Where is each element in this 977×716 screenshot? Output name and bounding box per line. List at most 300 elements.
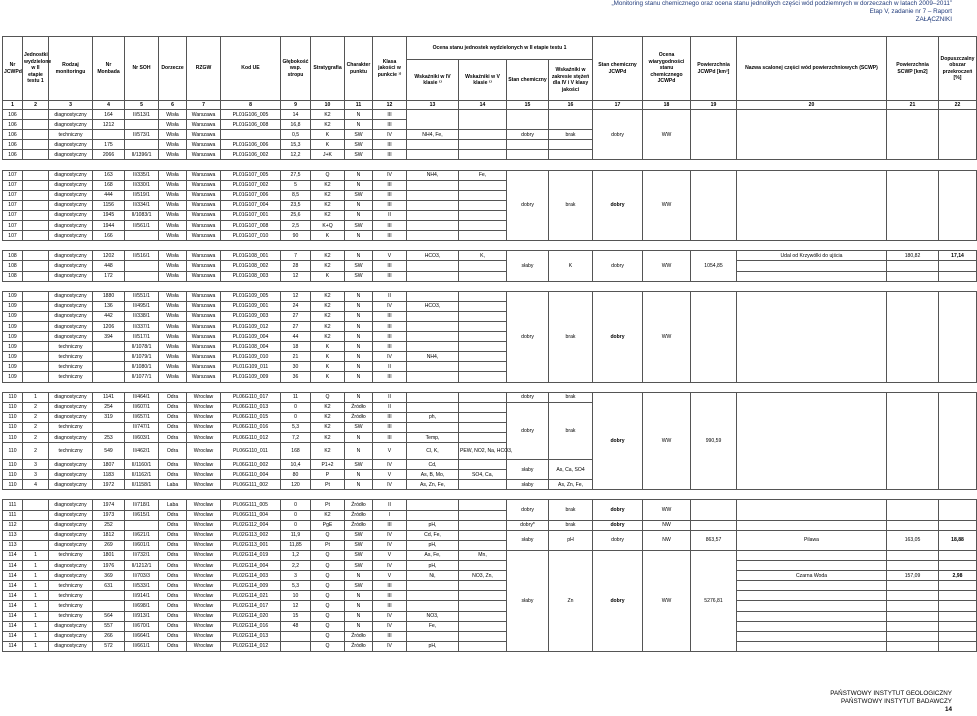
group-separator (3, 382, 977, 392)
cell-klasa: IV (373, 530, 407, 540)
cell-glebokosc: 12,2 (281, 150, 311, 160)
table-cell (407, 210, 459, 220)
table-cell (737, 631, 887, 641)
table-cell (737, 261, 887, 271)
cell-kod-ue: PL06G110_012 (221, 433, 281, 443)
cell-dorzecze: Odra (159, 641, 187, 651)
cell-nazwa-scwp: Czarna Woda (737, 571, 887, 581)
cell-stratygrafia: K (311, 362, 345, 372)
cell-monbada (93, 422, 125, 432)
cell-jednostka: 1 (23, 601, 49, 611)
cell-rodzaj: diagnostyczny (49, 402, 93, 412)
cell-wiarygodnosc: WW (643, 291, 691, 382)
column-number-row: 1 2 3 4 5 6 7 8 9 10 11 12 13 14 15 16 17 18 19 20 21 22 (3, 101, 977, 110)
table-cell (459, 180, 507, 190)
cell-charakter: N (345, 591, 373, 601)
cell-jednostka: 3 (23, 460, 49, 470)
cell-stratygrafia: Q (311, 601, 345, 611)
cell-soh (125, 231, 159, 241)
separator-cell (3, 281, 977, 291)
cell-soh: II/1212/1 (125, 561, 159, 571)
cell-dorzecze: Wisła (159, 190, 187, 200)
cell-rodzaj: diagnostyczny (49, 321, 93, 331)
cell-rodzaj: diagnostyczny (49, 150, 93, 160)
cell-stratygrafia: K2 (311, 311, 345, 321)
cell-stratygrafia: Q (311, 561, 345, 571)
cell-glebokosc: 5,3 (281, 422, 311, 432)
cell-charakter: N (345, 470, 373, 480)
cell-charakter: N (345, 601, 373, 611)
cell-rzgw: Wrocław (187, 412, 221, 422)
cell-dorzecze: Wisła (159, 321, 187, 331)
table-cell (737, 520, 887, 530)
cell-klasa: IV (373, 480, 407, 490)
cell-dorzecze: Odra (159, 530, 187, 540)
cell-kod-ue: PL01G109_012 (221, 321, 281, 331)
cell-kod-ue: PL01G109_001 (221, 301, 281, 311)
col-stan: Stan chemiczny (507, 60, 549, 101)
cell-glebokosc: 48 (281, 621, 311, 631)
cell-stan: dobry (507, 130, 549, 140)
cell-klasa: IV (373, 460, 407, 470)
cell-wiarygodnosc: WW (643, 550, 691, 651)
cell-stratygrafia: K2 (311, 510, 345, 520)
cell-wiarygodnosc: WW (643, 251, 691, 281)
table-cell (737, 641, 887, 651)
cell-klasa: I (373, 510, 407, 520)
cell-nr-jcwpd: 108 (3, 251, 23, 261)
cell-wsk-zakres: brak (549, 170, 593, 241)
cell-glebokosc: 25,6 (281, 210, 311, 220)
cell-dorzecze: Wisła (159, 251, 187, 261)
cell-wsk-iv: Cd, Fe, (407, 530, 459, 540)
cell-wsk-iv (407, 591, 459, 601)
cell-dorzecze: Wisła (159, 140, 187, 150)
cell-monbada (93, 372, 125, 382)
cell-klasa: III (373, 601, 407, 611)
cell-rodzaj: techniczny (49, 342, 93, 352)
cell-kod-ue: PL06G110_017 (221, 392, 281, 402)
cell-wsk-iv: Cl, K, (407, 443, 459, 460)
table-row (3, 621, 977, 631)
cell-jednostka (23, 342, 49, 352)
cell-glebokosc (281, 641, 311, 651)
table-cell (459, 301, 507, 311)
cell-soh (125, 520, 159, 530)
table-cell (691, 110, 737, 160)
cell-charakter: Źródło (345, 520, 373, 530)
cell-wsk-zakres: brak (549, 402, 593, 459)
cell-charakter: N (345, 352, 373, 362)
cell-monbada: 172 (93, 271, 125, 281)
cell-soh: II/464/1 (125, 392, 159, 402)
cell-klasa: III (373, 412, 407, 422)
cell-jednostka: 1 (23, 591, 49, 601)
cell-wsk-iv: As, Zn, Fe, (407, 480, 459, 490)
cell-nr-jcwpd: 114 (3, 611, 23, 621)
table-cell (459, 321, 507, 331)
cell-nr-jcwpd: 106 (3, 120, 23, 130)
cell-wiarygodnosc: WW (643, 110, 691, 160)
cell-kod-ue: PL01G108_003 (221, 271, 281, 281)
cell-kod-ue: PL01G106_006 (221, 140, 281, 150)
cell-rzgw: Warszawa (187, 301, 221, 311)
table-cell (507, 150, 549, 160)
cell-klasa: III (373, 190, 407, 200)
cell-stratygrafia: Q (311, 170, 345, 180)
cell-nazwa-scwp: Pilawa (737, 530, 887, 550)
cell-kod-ue: PL01G106_002 (221, 150, 281, 160)
cell-wsk-zakres: brak (549, 130, 593, 140)
cell-rzgw: Wrocław (187, 641, 221, 651)
cell-wsk-zakres: pH (549, 530, 593, 550)
cell-klasa: III (373, 520, 407, 530)
cell-klasa: V (373, 470, 407, 480)
table-row (3, 520, 977, 530)
col-dopuszczalny: Dopuszczalny obszar przekroczeń [%] (939, 37, 977, 101)
cell-stan: dobry (507, 402, 549, 459)
cell-wsk-iv: Fe, (407, 621, 459, 631)
cell-dorzecze: Odra (159, 540, 187, 550)
cell-monbada: 394 (93, 332, 125, 342)
data-table (2, 36, 977, 652)
table-cell (887, 631, 939, 641)
cell-stratygrafia: Pt (311, 500, 345, 510)
table-cell (407, 510, 459, 520)
cell-monbada: 166 (93, 231, 125, 241)
cell-rodzaj: diagnostyczny (49, 291, 93, 301)
col-klasa: Klasa jakości w punkcie ¹⁾ (373, 37, 407, 101)
cell-rodzaj: diagnostyczny (49, 110, 93, 120)
cell-monbada: 1141 (93, 392, 125, 402)
cell-soh (125, 120, 159, 130)
cell-monbada: 1976 (93, 561, 125, 571)
cell-glebokosc: 80 (281, 470, 311, 480)
separator-cell (3, 490, 977, 500)
table-cell (737, 291, 887, 382)
cell-rodzaj: diagnostyczny (49, 621, 93, 631)
table-cell (407, 231, 459, 241)
cell-glebokosc: 14 (281, 110, 311, 120)
cell-nr-jcwpd: 109 (3, 291, 23, 301)
cell-stratygrafia: K+Q (311, 221, 345, 231)
table-row (3, 170, 977, 180)
col-wsk-zakres: Wskaźniki w zakresie stężeń dla IV i V klasy jakości (549, 60, 593, 101)
cell-wsk-v (459, 601, 507, 611)
table-row (3, 291, 977, 301)
table-row (3, 641, 977, 651)
cell-nr-jcwpd: 114 (3, 571, 23, 581)
table-cell (737, 110, 887, 160)
cell-glebokosc: 5,3 (281, 581, 311, 591)
table-row (3, 581, 977, 591)
cell-kod-ue: PL01G107_005 (221, 170, 281, 180)
cell-kod-ue: PL01G107_002 (221, 180, 281, 190)
cell-nazwa-scwp: Udal od Krzywólki do ujścia (737, 251, 887, 261)
cell-soh (125, 261, 159, 271)
cell-soh: II/519/1 (125, 190, 159, 200)
table-cell (407, 261, 459, 271)
cell-jednostka (23, 130, 49, 140)
cell-stratygrafia: J+K (311, 150, 345, 160)
cell-glebokosc: 1,2 (281, 550, 311, 560)
cell-soh: II/513/1 (125, 110, 159, 120)
cell-wsk-iv (407, 581, 459, 591)
cell-stratygrafia: K2 (311, 332, 345, 342)
cell-rzgw: Warszawa (187, 140, 221, 150)
table-cell (459, 362, 507, 372)
cell-rodzaj: techniczny (49, 130, 93, 140)
report-footer (830, 690, 952, 714)
cell-glebokosc: 27,5 (281, 170, 311, 180)
table-cell (459, 261, 507, 271)
cell-glebokosc: 0 (281, 500, 311, 510)
table-cell (939, 170, 977, 241)
cell-stratygrafia: Q (311, 641, 345, 651)
cell-pow-jcwpd: 990,59 (691, 392, 737, 490)
cell-nr-jcwpd: 114 (3, 641, 23, 651)
col-kod-ue: Kod UE (221, 37, 281, 101)
cell-dorzecze: Wisła (159, 110, 187, 120)
cell-jednostka (23, 170, 49, 180)
cell-glebokosc: 0 (281, 520, 311, 530)
cell-rzgw: Warszawa (187, 170, 221, 180)
header-stage: Etap V, zadanie nr 7 – Raport (869, 8, 952, 15)
cell-stratygrafia: K2 (311, 190, 345, 200)
cell-jednostka (23, 190, 49, 200)
cell-kod-ue: PL02G113_002 (221, 530, 281, 540)
cell-nr-jcwpd: 111 (3, 500, 23, 510)
cell-klasa: II (373, 402, 407, 412)
cell-stratygrafia: P (311, 470, 345, 480)
cell-nr-jcwpd: 114 (3, 550, 23, 560)
cell-wsk-v (459, 611, 507, 621)
cell-rzgw: Wrocław (187, 422, 221, 432)
cell-rzgw: Warszawa (187, 291, 221, 301)
cell-nr-jcwpd: 114 (3, 631, 23, 641)
cell-monbada: 1202 (93, 251, 125, 261)
cell-jednostka: 1 (23, 631, 49, 641)
cell-nr-jcwpd: 110 (3, 402, 23, 412)
cell-dorzecze: Odra (159, 460, 187, 470)
cell-dorzecze: Odra (159, 422, 187, 432)
cell-rodzaj: diagnostyczny (49, 571, 93, 581)
cell-charakter: N (345, 332, 373, 342)
cell-glebokosc: 27 (281, 311, 311, 321)
cell-kod-ue: PL01G106_005 (221, 110, 281, 120)
cell-jednostka (23, 261, 49, 271)
cell-kod-ue: PL01G107_006 (221, 190, 281, 200)
cell-wsk-iv (407, 392, 459, 402)
cell-kod-ue: PL06G111_005 (221, 500, 281, 510)
cell-jednostka (23, 352, 49, 362)
table-cell (549, 110, 593, 130)
cell-glebokosc: 8,5 (281, 190, 311, 200)
cell-klasa: III (373, 120, 407, 130)
cell-jednostka (23, 251, 49, 261)
cell-jednostka (23, 221, 49, 231)
cell-stratygrafia: K2 (311, 443, 345, 460)
cell-monbada: 1212 (93, 120, 125, 130)
cell-stratygrafia: Q (311, 591, 345, 601)
cell-soh: II/337/1 (125, 321, 159, 331)
cell-glebokosc: 2,5 (281, 221, 311, 231)
cell-soh: II/338/1 (125, 311, 159, 321)
cell-rzgw: Warszawa (187, 372, 221, 382)
cell-stratygrafia: K (311, 352, 345, 362)
cell-stan-jcwpd: dobry (593, 500, 643, 520)
cell-glebokosc: 90 (281, 231, 311, 241)
cell-pow-jcwpd: 5276,81 (691, 550, 737, 651)
cell-soh: II/914/1 (125, 591, 159, 601)
table-cell (737, 611, 887, 621)
table-cell (939, 581, 977, 591)
cell-wsk-iv: ph, (407, 412, 459, 422)
cell-charakter: SW (345, 422, 373, 432)
cell-jednostka (23, 271, 49, 281)
cell-rodzaj: techniczny (49, 611, 93, 621)
cell-rodzaj: diagnostyczny (49, 470, 93, 480)
cell-nr-jcwpd: 113 (3, 530, 23, 540)
separator-cell (3, 160, 977, 170)
cell-charakter: SW (345, 271, 373, 281)
header-title: „Monitoring stanu chemicznego oraz ocena stanu jednolitych części wód podziemnych w dorzeczach w latach 2009–2011” (611, 0, 952, 7)
cell-soh: II/1080/1 (125, 362, 159, 372)
cell-soh: II/615/1 (125, 510, 159, 520)
table-cell (459, 540, 507, 550)
cell-soh: II/698/1 (125, 601, 159, 611)
cell-glebokosc: 11,85 (281, 540, 311, 550)
cell-jednostka (23, 120, 49, 130)
cell-dorzecze: Odra (159, 601, 187, 611)
cell-wsk-v (459, 480, 507, 490)
table-cell (887, 110, 939, 160)
cell-klasa: V (373, 550, 407, 560)
cell-soh: II/1158/1 (125, 480, 159, 490)
cell-wsk-iv (407, 332, 459, 342)
cell-wsk-v (459, 581, 507, 591)
cell-wsk-iv: Cd, (407, 460, 459, 470)
cell-monbada: 557 (93, 621, 125, 631)
table-cell (459, 510, 507, 520)
cell-rodzaj: diagnostyczny (49, 530, 93, 540)
cell-klasa: IV (373, 621, 407, 631)
col-wsk-v: Wskaźniki w V klasie ¹⁾ (459, 60, 507, 101)
cell-kod-ue: PL01G108_001 (221, 251, 281, 261)
cell-wsk-iv (407, 362, 459, 372)
cell-rzgw: Wrocław (187, 540, 221, 550)
cell-rodzaj: diagnostyczny (49, 641, 93, 651)
cell-soh: II/1083/1 (125, 210, 159, 220)
table-cell (737, 392, 887, 490)
group-separator (3, 241, 977, 251)
cell-klasa: II (373, 362, 407, 372)
cell-klasa: III (373, 180, 407, 190)
cell-stan: dobry* (507, 520, 549, 530)
cell-dorzecze: Wisła (159, 301, 187, 311)
cell-dorzecze: Wisła (159, 120, 187, 130)
cell-dorzecze: Odra (159, 392, 187, 402)
table-cell (459, 110, 507, 130)
cell-stratygrafia: K2 (311, 402, 345, 412)
cell-jednostka: 2 (23, 433, 49, 443)
cell-klasa: III (373, 140, 407, 150)
separator-cell (3, 382, 977, 392)
cell-wsk-zakres: K (549, 251, 593, 281)
cell-stratygrafia: K2 (311, 251, 345, 261)
cell-soh: II/718/1 (125, 500, 159, 510)
cell-rzgw: Wrocław (187, 621, 221, 631)
cell-dorzecze: Odra (159, 611, 187, 621)
cell-soh: II/573/1 (125, 130, 159, 140)
col-nr-jcwpd: Nr JCWPd (3, 37, 23, 101)
cell-monbada: 631 (93, 581, 125, 591)
cell-glebokosc: 36 (281, 372, 311, 382)
cell-rzgw: Warszawa (187, 352, 221, 362)
cell-wsk-v (459, 641, 507, 651)
cell-wsk-iv (407, 601, 459, 611)
cell-dorzecze: Wisła (159, 372, 187, 382)
cell-nr-jcwpd: 110 (3, 470, 23, 480)
table-cell (887, 591, 939, 601)
cell-rodzaj: diagnostyczny (49, 631, 93, 641)
table-cell (737, 601, 887, 611)
cell-soh: II/330/1 (125, 180, 159, 190)
cell-glebokosc: 12 (281, 271, 311, 281)
cell-jednostka (23, 150, 49, 160)
cell-rodzaj: techniczny (49, 601, 93, 611)
cell-dorzecze: Odra (159, 621, 187, 631)
cell-kod-ue (221, 130, 281, 140)
table-body (3, 110, 977, 652)
cell-glebokosc: 15 (281, 611, 311, 621)
group-separator (3, 490, 977, 500)
cell-monbada: 1156 (93, 200, 125, 210)
cell-charakter: N (345, 291, 373, 301)
cell-nr-jcwpd: 107 (3, 210, 23, 220)
cell-charakter: N (345, 231, 373, 241)
table-row (3, 571, 977, 581)
cell-kod-ue: PL01G109_011 (221, 362, 281, 372)
cell-jednostka: 1 (23, 621, 49, 631)
cell-dorzecze: Odra (159, 412, 187, 422)
cell-dorzecze: Odra (159, 571, 187, 581)
table-cell (407, 221, 459, 231)
cell-kod-ue: PL06G110_015 (221, 412, 281, 422)
cell-rzgw: Warszawa (187, 332, 221, 342)
cell-jednostka: 1 (23, 571, 49, 581)
cell-rodzaj: diagnostyczny (49, 120, 93, 130)
cell-rodzaj: diagnostyczny (49, 510, 93, 520)
cell-glebokosc: 30 (281, 362, 311, 372)
cell-dorzecze: Laba (159, 480, 187, 490)
cell-jednostka (23, 200, 49, 210)
cell-soh: II/1396/1 (125, 150, 159, 160)
cell-rodzaj: diagnostyczny (49, 500, 93, 510)
cell-stratygrafia: K2 (311, 422, 345, 432)
cell-soh: II/1162/1 (125, 470, 159, 480)
cell-stratygrafia: Q (311, 392, 345, 402)
group-separator (3, 281, 977, 291)
cell-kod-ue: PL01G109_003 (221, 311, 281, 321)
cell-jednostka (23, 500, 49, 510)
table-cell (887, 271, 939, 281)
table-cell (737, 621, 887, 631)
cell-stratygrafia: K2 (311, 180, 345, 190)
cell-stratygrafia: K2 (311, 291, 345, 301)
cell-glebokosc: 28 (281, 261, 311, 271)
table-row (3, 611, 977, 621)
